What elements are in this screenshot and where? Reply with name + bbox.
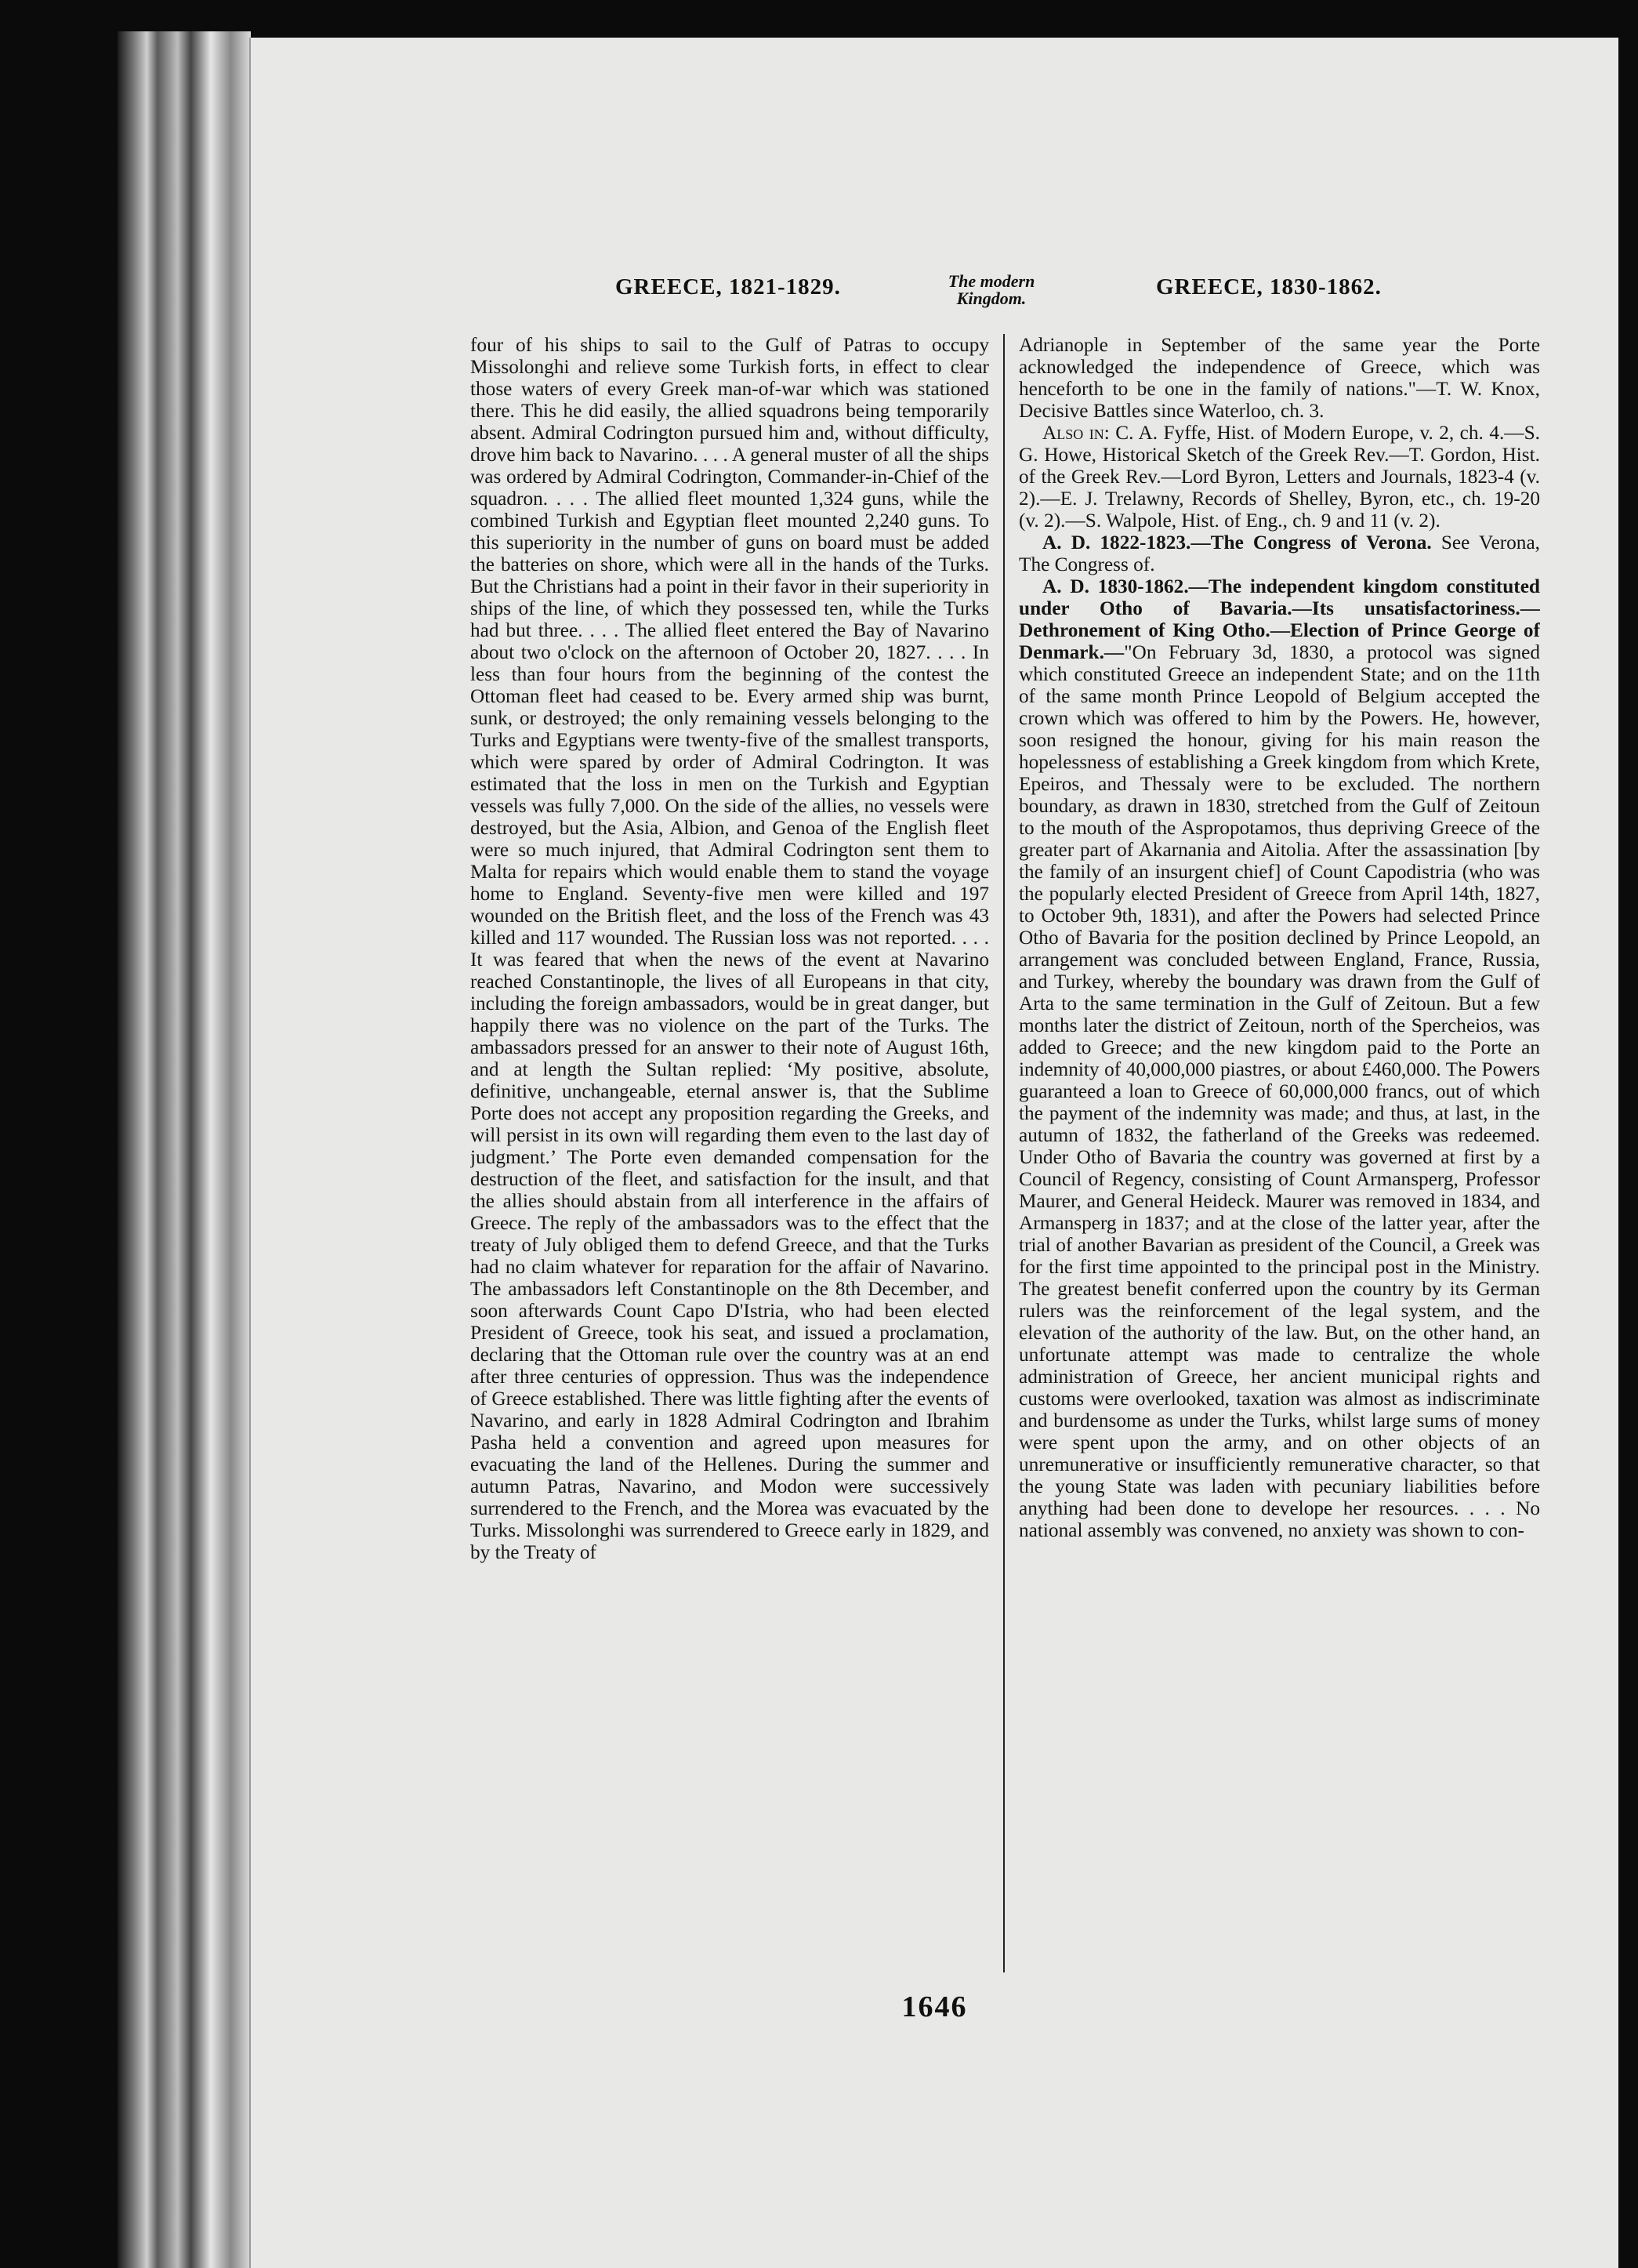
running-head-left: GREECE, 1821-1829.	[615, 274, 841, 299]
entry-1830-heading: A. D. 1830-1862.—The independent kingdom constituted under Otho of Bavaria.—Its unsatisfactoriness.—Dethronement of King Otho.—Election of Prince George of Denmark.—	[1019, 575, 1540, 663]
also-in-paragraph	[1019, 422, 1540, 532]
entry-1830-text: "On February 3d, 1830, a protocol was signed which constituted Greece an independent State; and on the 11th of the same month Prince Leopold of Belgium accepted the crown which was offered to him by the Powers. He, however, soon resigned the honour, giving for his main reason the hopelessness of establishing a Greek kingdom from which Krete, Epeiros, and Thessaly were to be excluded. The northern boundary, as drawn in 1830, stretched from the Gulf of Zeitoun to the mouth of the Aspropotamos, thus depriving Greece of the greater part of Akarnania and Aitolia. After the assassination [by the family of an insurgent chief] of Count Capodistria (who was the popularly elected President of Greece from April 14th, 1827, to October 9th, 1831), and after the Powers had selected Prince Otho of Bavaria for the position declined by Prince Leopold, an arrangement was concluded between England, France, Russia, and Turkey, whereby the boundary was drawn from the Gulf of Arta to the same termination in the Gulf of Zeitoun. But a few months later the district of Zeitoun, north of the Spercheios, was added to Greece; and the new kingdom paid to the Porte an indemnity of 40,000,000 piastres, or about £460,000. The Powers guaranteed a loan to Greece of 60,000,000 francs, out of which the payment of the indemnity was made; and thus, at last, in the autumn of 1832, the fatherland of the Greeks was redeemed. Under Otho of Bavaria the country was governed at first by a Council of Regency, consisting of Count Armansperg, Professor Maurer, and General Heideck. Maurer was removed in 1834, and Armansperg in 1837; and at the close of the latter year, after the trial of another Bavarian as president of the Council, a Greek was for the first time appointed to the principal post in the Ministry. The greatest benefit conferred upon the country by its German rulers was the reinforcement of the legal system, and the elevation of the authority of the law. But, on the other hand, an unfortunate attempt was made to centralize the whole administration of Greece, her ancient municipal rights and customs were overlooked, taxation was almost as indiscriminate and burdensome as under the Turks, whilst large sums of money were spent upon the army, and on other objects of an unremunerative or insufficiently remunerative character, so that the young State was laden with pecuniary liabilities before anything had been done to develope her resources. . . . No national assembly was convened, no anxiety was shown to con-	[1019, 641, 1540, 1541]
left-column	[470, 334, 989, 1984]
also-in-label: Also in:	[1042, 422, 1110, 444]
running-head-center	[925, 273, 1058, 307]
running-head-center-line1: The modern	[948, 271, 1035, 291]
entry-1822-text: See Verona, The Congress of.	[1019, 532, 1540, 575]
scanner-page-edge	[118, 31, 251, 2268]
entry-1822-heading: A. D. 1822-1823.—The Congress of Verona.	[1042, 532, 1432, 553]
page-number: 1646	[901, 1990, 968, 2023]
running-head	[251, 273, 1618, 328]
right-column-paragraph-1: Adrianople in September of the same year the Porte acknowledged the independence of Greece, which was henceforth to be one in the family of nations."—T. W. Knox, Decisive Battles since Waterloo, ch. 3.	[1019, 334, 1540, 422]
entry-1830-1862	[1019, 575, 1540, 1541]
also-in-text: C. A. Fyffe, Hist. of Modern Europe, v. 2, ch. 4.—S. G. Howe, Historical Sketch of the Greek Rev.—T. Gordon, Hist. of the Greek Rev.—Lord Byron, Letters and Journals, 1823-4 (v. 2).—E. J. Trelawny, Records of Shelley, Byron, etc., ch. 19-20 (v. 2).—S. Walpole, Hist. of Eng., ch. 9 and 11 (v. 2).	[1019, 422, 1540, 532]
book-page	[249, 38, 1618, 2268]
entry-1822-1823	[1019, 532, 1540, 575]
running-head-right: GREECE, 1830-1862.	[1156, 274, 1382, 299]
running-head-center-line2: Kingdom.	[956, 288, 1027, 308]
left-column-paragraph: four of his ships to sail to the Gulf of Patras to occupy Missolonghi and relieve some Turkish forts, in effect to clear those waters of every Greek man-of-war which was stationed there. This he did easily, the allied squadrons being temporarily absent. Admiral Codrington pursued him and, without difficulty, drove him back to Navarino. . . . A general muster of all the ships was ordered by Admiral Codrington, Commander-in-Chief of the squadron. . . . The allied fleet mounted 1,324 guns, while the combined Turkish and Egyptian fleet mounted 2,240 guns. To this superiority in the number of guns on board must be added the batteries on shore, which were all in the hands of the Turks. But the Christians had a point in their favor in their superiority in ships of the line, of which they possessed ten, while the Turks had but three. . . . The allied fleet entered the Bay of Navarino about two o'clock on the afternoon of October 20, 1827. . . . In less than four hours from the beginning of the contest the Ottoman fleet had ceased to be. Every armed ship was burnt, sunk, or destroyed; the only remaining vessels belonging to the Turks and Egyptians were twenty-five of the smallest transports, which were spared by order of Admiral Codrington. It was estimated that the loss in men on the Turkish and Egyptian vessels was fully 7,000. On the side of the allies, no vessels were destroyed, but the Asia, Albion, and Genoa of the English fleet were so much injured, that Admiral Codrington sent them to Malta for repairs which would enable them to stand the voyage home to England. Seventy-five men were killed and 197 wounded on the British fleet, and the loss of the French was 43 killed and 117 wounded. The Russian loss was not reported. . . . It was feared that when the news of the event at Navarino reached Constantinople, the lives of all Europeans in that city, including the foreign ambassadors, would be in great danger, but happily there was no violence on the part of the Turks. The ambassadors pressed for an answer to their note of August 16th, and at length the Sultan replied: ‘My positive, absolute, definitive, unchangeable, eternal answer is, that the Sublime Porte does not accept any proposition regarding the Greeks, and will persist in its own will regarding them even to the last day of judgment.’ The Porte even demanded compensation for the destruction of the fleet, and satisfaction for the insult, and that the allies should abstain from all interference in the affairs of Greece. The reply of the ambassadors was to the effect that the treaty of July obliged them to defend Greece, and that the Turks had no claim whatever for reparation for the affair of Navarino. The ambassadors left Constantinople on the 8th December, and soon afterwards Count Capo D'Istria, who had been elected President of Greece, took his seat, and issued a proclamation, declaring that the Ottoman rule over the country was at an end after three centuries of oppression. Thus was the independence of Greece established. There was little fighting after the events of Navarino, and early in 1828 Admiral Codrington and Ibrahim Pasha held a convention and agreed upon measures for evacuating the land of the Hellenes. During the summer and autumn Patras, Navarino, and Modon were successively surrendered to the French, and the Morea was evacuated by the Turks. Missolonghi was surrendered to Greece early in 1829, and by the Treaty of	[470, 334, 989, 1563]
column-divider	[1003, 334, 1005, 1972]
right-column	[1019, 334, 1540, 1984]
